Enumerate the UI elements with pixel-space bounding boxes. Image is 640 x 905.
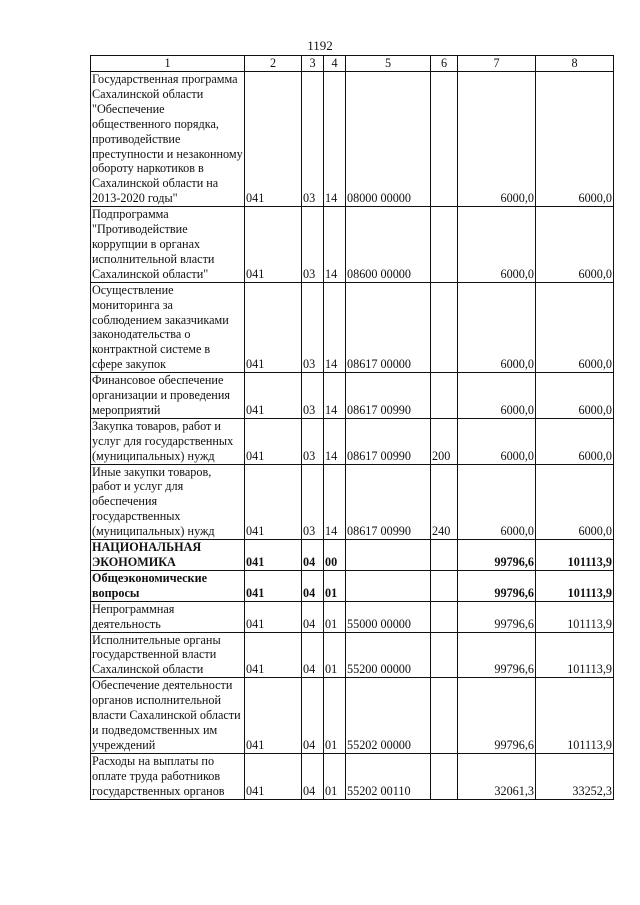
- section-code-cell: 04: [302, 753, 324, 799]
- target-article-cell: 08617 00990: [346, 464, 431, 540]
- amount-col8-cell: 33252,3: [536, 753, 614, 799]
- amount-col7-cell: 99796,6: [458, 601, 536, 632]
- section-code-cell: 03: [302, 373, 324, 419]
- column-header: 1: [91, 56, 245, 72]
- ministry-code-cell: 041: [245, 282, 302, 372]
- section-code-cell: 03: [302, 418, 324, 464]
- subsection-code-cell: 14: [324, 72, 346, 207]
- target-article-cell: 55202 00000: [346, 678, 431, 754]
- subsection-code-cell: 01: [324, 601, 346, 632]
- target-article-cell: 55200 00000: [346, 632, 431, 678]
- amount-col8-cell: 101113,9: [536, 632, 614, 678]
- amount-col7-cell: 99796,6: [458, 570, 536, 601]
- amount-col8-cell: 6000,0: [536, 418, 614, 464]
- amount-col7-cell: 6000,0: [458, 72, 536, 207]
- section-code-cell: 04: [302, 570, 324, 601]
- subsection-code-cell: 00: [324, 540, 346, 571]
- table-row: [91, 207, 614, 283]
- table-row: [91, 282, 614, 372]
- amount-col8-cell: 6000,0: [536, 464, 614, 540]
- amount-col7-cell: 99796,6: [458, 632, 536, 678]
- ministry-code-cell: 041: [245, 207, 302, 283]
- section-code-cell: 04: [302, 678, 324, 754]
- subsection-code-cell: 01: [324, 632, 346, 678]
- ministry-code-cell: 041: [245, 601, 302, 632]
- ministry-code-cell: 041: [245, 464, 302, 540]
- column-header: 5: [346, 56, 431, 72]
- amount-col8-cell: 6000,0: [536, 282, 614, 372]
- amount-col8-cell: 101113,9: [536, 540, 614, 571]
- ministry-code-cell: 041: [245, 418, 302, 464]
- column-header: 2: [245, 56, 302, 72]
- ministry-code-cell: 041: [245, 540, 302, 571]
- section-code-cell: 04: [302, 601, 324, 632]
- amount-col7-cell: 6000,0: [458, 207, 536, 283]
- table-row: [91, 373, 614, 419]
- amount-col8-cell: 6000,0: [536, 72, 614, 207]
- subsection-code-cell: 01: [324, 570, 346, 601]
- expense-type-cell: [431, 570, 458, 601]
- section-code-cell: 03: [302, 207, 324, 283]
- expense-type-cell: [431, 207, 458, 283]
- table-row: [91, 464, 614, 540]
- amount-col7-cell: 6000,0: [458, 373, 536, 419]
- column-header: 7: [458, 56, 536, 72]
- subsection-code-cell: 01: [324, 678, 346, 754]
- table-row: [91, 418, 614, 464]
- ministry-code-cell: 041: [245, 753, 302, 799]
- target-article-cell: [346, 540, 431, 571]
- amount-col7-cell: 6000,0: [458, 418, 536, 464]
- table-row: [91, 72, 614, 207]
- target-article-cell: 08617 00990: [346, 373, 431, 419]
- amount-col8-cell: 101113,9: [536, 678, 614, 754]
- amount-col7-cell: 6000,0: [458, 464, 536, 540]
- column-header: 4: [324, 56, 346, 72]
- expense-type-cell: 200: [431, 418, 458, 464]
- row-name-cell: Непрограммная деятельность: [91, 601, 245, 632]
- target-article-cell: 55202 00110: [346, 753, 431, 799]
- row-name-cell: Исполнительные органы государственной власти Сахалинской области: [91, 632, 245, 678]
- expense-type-cell: [431, 678, 458, 754]
- target-article-cell: 08617 00990: [346, 418, 431, 464]
- amount-col8-cell: 101113,9: [536, 570, 614, 601]
- subsection-code-cell: 14: [324, 464, 346, 540]
- expense-type-cell: [431, 601, 458, 632]
- table-row: [91, 601, 614, 632]
- table-row: [91, 540, 614, 571]
- budget-table: [90, 55, 614, 800]
- subsection-code-cell: 14: [324, 373, 346, 419]
- row-name-cell: Расходы на выплаты по оплате труда работников государственных органов: [91, 753, 245, 799]
- expense-type-cell: 240: [431, 464, 458, 540]
- row-name-cell: Государственная программа Сахалинской области "Обеспечение общественного порядка, противодействие преступности и незаконному обороту наркотиков в Сахалинской области на 2013-2020 годы": [92, 72, 243, 206]
- row-name-cell: Иные закупки товаров, работ и услуг для обеспечения государственных (муниципальных) нужд: [91, 464, 245, 540]
- ministry-code-cell: 041: [245, 632, 302, 678]
- row-name-cell: НАЦИОНАЛЬНАЯ ЭКОНОМИКА: [91, 540, 245, 571]
- amount-col8-cell: 6000,0: [536, 207, 614, 283]
- amount-col7-cell: 99796,6: [458, 540, 536, 571]
- target-article-cell: 55000 00000: [346, 601, 431, 632]
- row-name-cell: Закупка товаров, работ и услуг для государственных (муниципальных) нужд: [91, 418, 245, 464]
- table-row: [91, 570, 614, 601]
- expense-type-cell: [431, 540, 458, 571]
- ministry-code-cell: 041: [245, 570, 302, 601]
- row-name-cell: Подпрограмма "Противодействие коррупции в органах исполнительной власти Сахалинской области": [91, 207, 245, 283]
- expense-type-cell: [431, 72, 458, 207]
- target-article-cell: 08000 00000: [346, 72, 431, 207]
- subsection-code-cell: 14: [324, 282, 346, 372]
- subsection-code-cell: 01: [324, 753, 346, 799]
- table-header-row: [91, 56, 614, 72]
- amount-col7-cell: 32061,3: [458, 753, 536, 799]
- ministry-code-cell: 041: [245, 678, 302, 754]
- section-code-cell: 04: [302, 632, 324, 678]
- ministry-code-cell: 041: [245, 72, 302, 207]
- ministry-code-cell: 041: [245, 373, 302, 419]
- row-name-cell: Общеэкономические вопросы: [91, 570, 245, 601]
- section-code-cell: 04: [302, 540, 324, 571]
- table-row: [91, 632, 614, 678]
- expense-type-cell: [431, 753, 458, 799]
- table-row: [91, 753, 614, 799]
- subsection-code-cell: 14: [324, 207, 346, 283]
- row-name-cell: Финансовое обеспечение организации и проведения мероприятий: [91, 373, 245, 419]
- column-header: 8: [536, 56, 614, 72]
- section-code-cell: 03: [302, 282, 324, 372]
- target-article-cell: [346, 570, 431, 601]
- column-header: 3: [302, 56, 324, 72]
- expense-type-cell: [431, 282, 458, 372]
- row-name-cell: Осуществление мониторинга за соблюдением заказчиками законодательства о контрактной системе в сфере закупок: [91, 282, 245, 372]
- row-name-cell: Обеспечение деятельности органов исполнительной власти Сахалинской области и подведомственных им учреждений: [91, 678, 245, 754]
- subsection-code-cell: 14: [324, 418, 346, 464]
- target-article-cell: 08617 00000: [346, 282, 431, 372]
- expense-type-cell: [431, 373, 458, 419]
- expense-type-cell: [431, 632, 458, 678]
- amount-col8-cell: 101113,9: [536, 601, 614, 632]
- amount-col8-cell: 6000,0: [536, 373, 614, 419]
- page-number: 1192: [307, 38, 333, 53]
- amount-col7-cell: 6000,0: [458, 282, 536, 372]
- target-article-cell: 08600 00000: [346, 207, 431, 283]
- section-code-cell: 03: [302, 464, 324, 540]
- amount-col7-cell: 99796,6: [458, 678, 536, 754]
- section-code-cell: 03: [302, 72, 324, 207]
- table-row: [91, 678, 614, 754]
- column-header: 6: [431, 56, 458, 72]
